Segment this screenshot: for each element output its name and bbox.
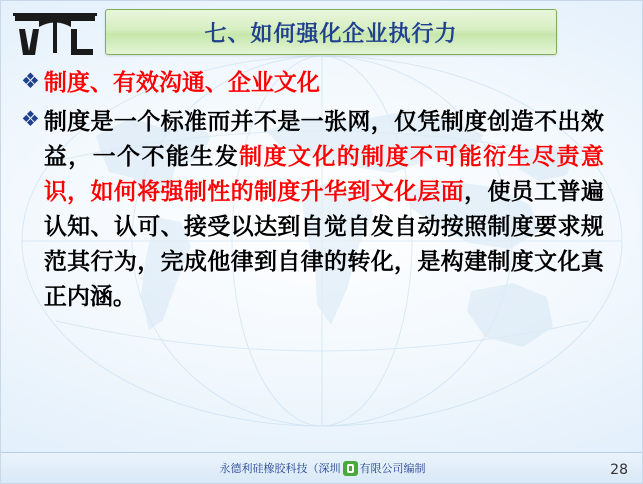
slide-title-banner [105,9,557,55]
bullet-item-1 [21,67,625,99]
page-title: 七、如何强化企业执行力 [204,21,458,47]
company-badge-icon [343,461,358,476]
diamond-bullet-icon: ❖ [21,70,40,93]
slide-footer [1,452,643,483]
bullet-1-text: 制度、有效沟通、企业文化 [43,70,320,96]
paragraph-segment-black-1: 制度是一个标准而并不是一张网，仅凭制度创造不出效益，一个不能生发 [43,109,604,170]
paragraph-segment-black-2: ，使员工普遍认知、认可、接受以达到自觉自发自动按照制度要求规范其行为，完成他律到自律的转化，是构建制度文化真正内涵。 [43,179,604,310]
bullet-2-paragraph [44,105,604,315]
slide-body [21,67,625,321]
diamond-bullet-icon: ❖ [21,108,40,131]
company-logo [9,7,101,59]
page-number: 28 [610,462,628,478]
paragraph-segment-red: 制度文化的制度不可能衍生尽责意识，如何将强制性的制度升华到文化层面 [43,144,604,205]
footer-text-left: 永德利硅橡胶科技（深圳 [219,462,341,475]
bullet-item-2 [21,105,625,315]
footer-text-right: 有限公司编制 [359,462,426,475]
